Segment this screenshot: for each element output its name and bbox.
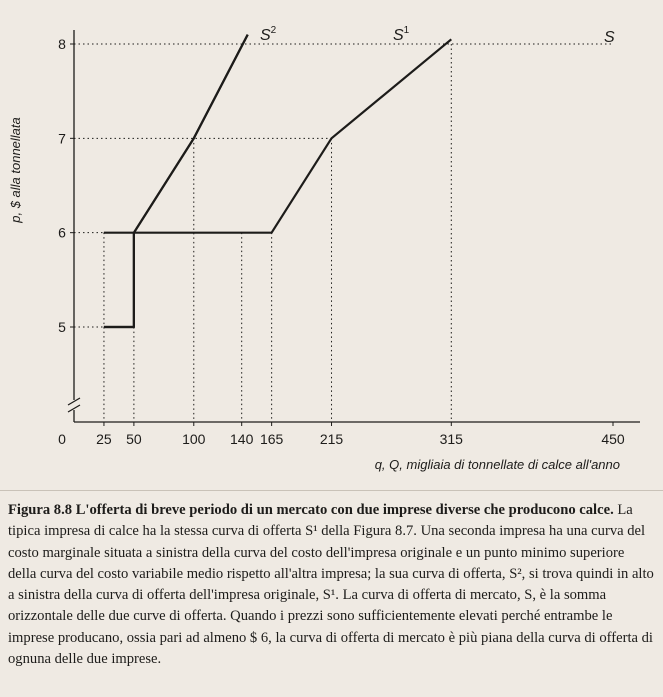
x-tick-label-50: 50 — [126, 431, 142, 447]
series-label-s1: $S^1$ — [393, 25, 410, 44]
y-tick-label-8: 8 — [58, 36, 66, 52]
series-lines — [104, 35, 451, 327]
series-label-s-market: S — [604, 29, 615, 46]
series-labels — [260, 25, 615, 46]
caption-title: Figura 8.8 L'offerta di breve periodo di un mercato con due imprese diverse che producono calce. — [8, 502, 614, 518]
caption-body: La tipica impresa di calce ha la stessa curva di offerta S¹ della Figura 8.7. Una seconda impresa ha una curva del costo marginale situata a sinistra della curva del costo dell'impresa originale e un punto minimo superiore della curva del costo variabile medio rispetto all'altra impresa; la sua curva di offerta, S², si trova quindi in alto a sinistra della curva di offerta dell'impresa originale, S¹. La curva di offerta di mercato, S, è la somma orizzontale delle due curve di offerta. Quando i prezzi sono sufficientemente elevati perché entrambe le imprese producano, ossia pari ad almeno $ 6, la curva di offerta di mercato è più piana della curva di offerta di ognuna delle due imprese. — [8, 502, 654, 668]
x-tick-label-315: 315 — [439, 431, 463, 447]
x-tick-label-140: 140 — [230, 431, 254, 447]
x-tick-label-100: 100 — [182, 431, 206, 447]
axis-break-mark — [68, 398, 80, 412]
y-tick-label-7: 7 — [58, 130, 66, 147]
y-tick-label-6: 6 — [58, 224, 66, 241]
y-axis-label: p, $ alla tonnellata — [8, 117, 23, 223]
y-tick-labels — [58, 36, 74, 335]
x-tick-label-215: 215 — [319, 431, 344, 447]
axes — [68, 30, 640, 422]
figure-caption — [8, 500, 656, 670]
series-label-s2: $S^2$ — [260, 25, 277, 44]
x-tick-labels — [96, 422, 625, 447]
series-line-s1 — [104, 35, 248, 233]
x-axis-label: q, Q, migliaia di tonnellate di calce all'anno — [374, 457, 620, 472]
y-tick-label-5: 5 — [58, 319, 66, 335]
x-tick-label-165: 165 — [259, 431, 284, 447]
x-tick-label-25: 25 — [96, 431, 112, 447]
x-tick-label-origin: 0 — [58, 431, 66, 447]
x-tick-label-450: 450 — [601, 431, 625, 447]
divider — [0, 490, 663, 491]
series-line-s-market — [104, 39, 451, 327]
